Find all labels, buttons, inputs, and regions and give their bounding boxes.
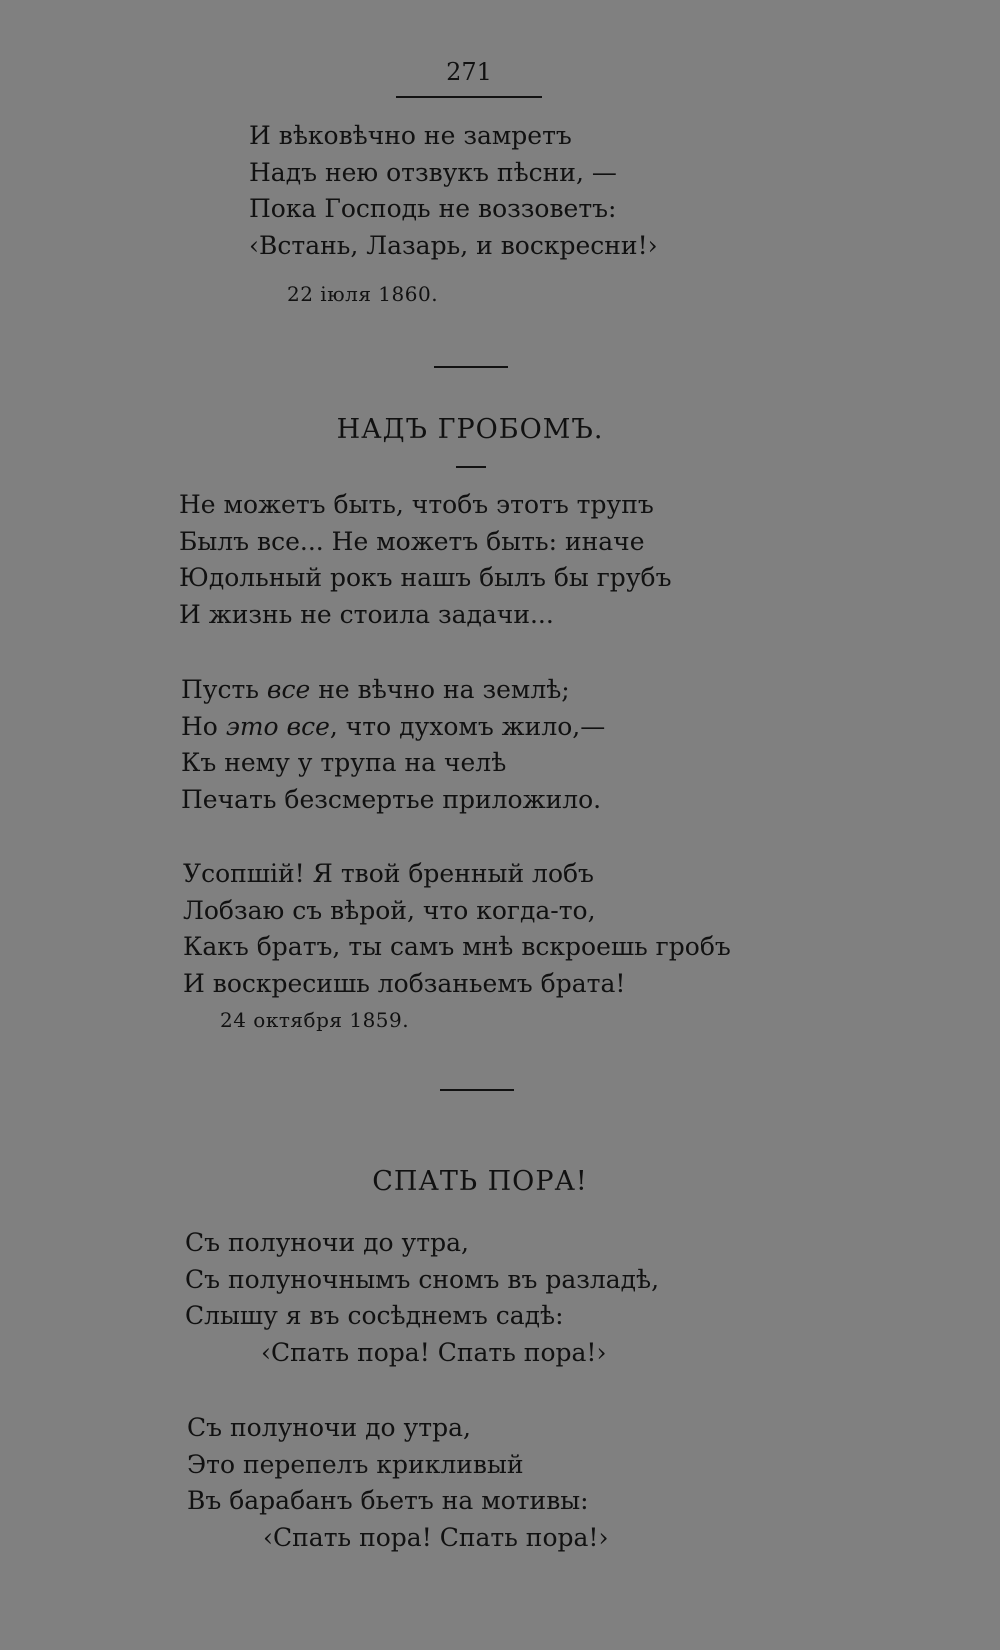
poem3-title: СПАТЬ ПОРА! [372,1166,588,1197]
verse-line: Надъ нею отзвукъ пѣсни, — [249,157,617,187]
poem2-date: 24 октября 1859. [220,1008,410,1032]
verse-line: Въ барабанъ бьетъ на мотивы: [187,1486,589,1515]
emphasis: это все [225,711,330,741]
section-separator [434,366,508,368]
verse-line: И жизнь не стоила задачи... [179,599,554,629]
poem2-stanza-3 [183,856,731,1002]
verse-line: И воскресишь лобзаньемъ брата! [183,968,626,998]
verse-line: Съ полуночи до утра, [187,1413,471,1442]
poem2-stanza-2 [181,672,605,818]
verse-line: Лобзаю съ вѣрой, что когда-то, [183,895,596,925]
verse-line: Печать безсмертье приложило. [181,784,602,814]
poem1-stanza [249,118,658,264]
poem2-stanza-1 [179,487,671,633]
verse-line: Какъ братъ, ты самъ мнѣ вскроешь гробъ [183,932,731,961]
verse-line: Это перепелъ крикливый [187,1449,524,1479]
section-separator [440,1089,514,1091]
verse-line: Съ полуночнымъ сномъ въ разладѣ, [185,1264,660,1294]
emphasis: все [266,675,311,704]
verse-line: Но это все, что духомъ жило,— [181,711,606,741]
verse-line: Юдольный рокъ нашъ былъ бы грубъ [179,563,672,592]
verse-line: Съ полуночи до утра, [185,1228,469,1257]
verse-line: ‹Встань, Лазарь, и воскресни!› [249,230,658,260]
poem3-stanza-1 [185,1225,659,1371]
verse-line: Пока Господь не воззоветъ: [249,194,617,223]
poem1-date: 22 іюля 1860. [287,282,439,306]
verse-refrain: ‹Спать пора! Спать пора!› [261,1337,607,1367]
verse-line: Не можетъ быть, чтобъ этотъ трупъ [179,490,654,519]
poem3-stanza-2 [187,1410,608,1556]
verse-line: Былъ все... Не можетъ быть: иначе [179,526,645,556]
verse-line: Слышу я въ сосѣднемъ садѣ: [185,1301,564,1330]
verse-line: И вѣковѣчно не замретъ [249,121,572,150]
page-number: 271 [446,58,492,86]
verse-refrain: ‹Спать пора! Спать пора!› [263,1522,609,1552]
poem2-title: НАДЪ ГРОБОМЪ. [336,414,604,445]
title-dash [456,466,486,468]
page-number-rule [396,96,542,98]
verse-line: Пусть все не вѣчно на землѣ; [181,675,570,704]
verse-line: Усопшій! Я твой бренный лобъ [183,859,594,888]
verse-line: Къ нему у трупа на челѣ [181,748,507,777]
